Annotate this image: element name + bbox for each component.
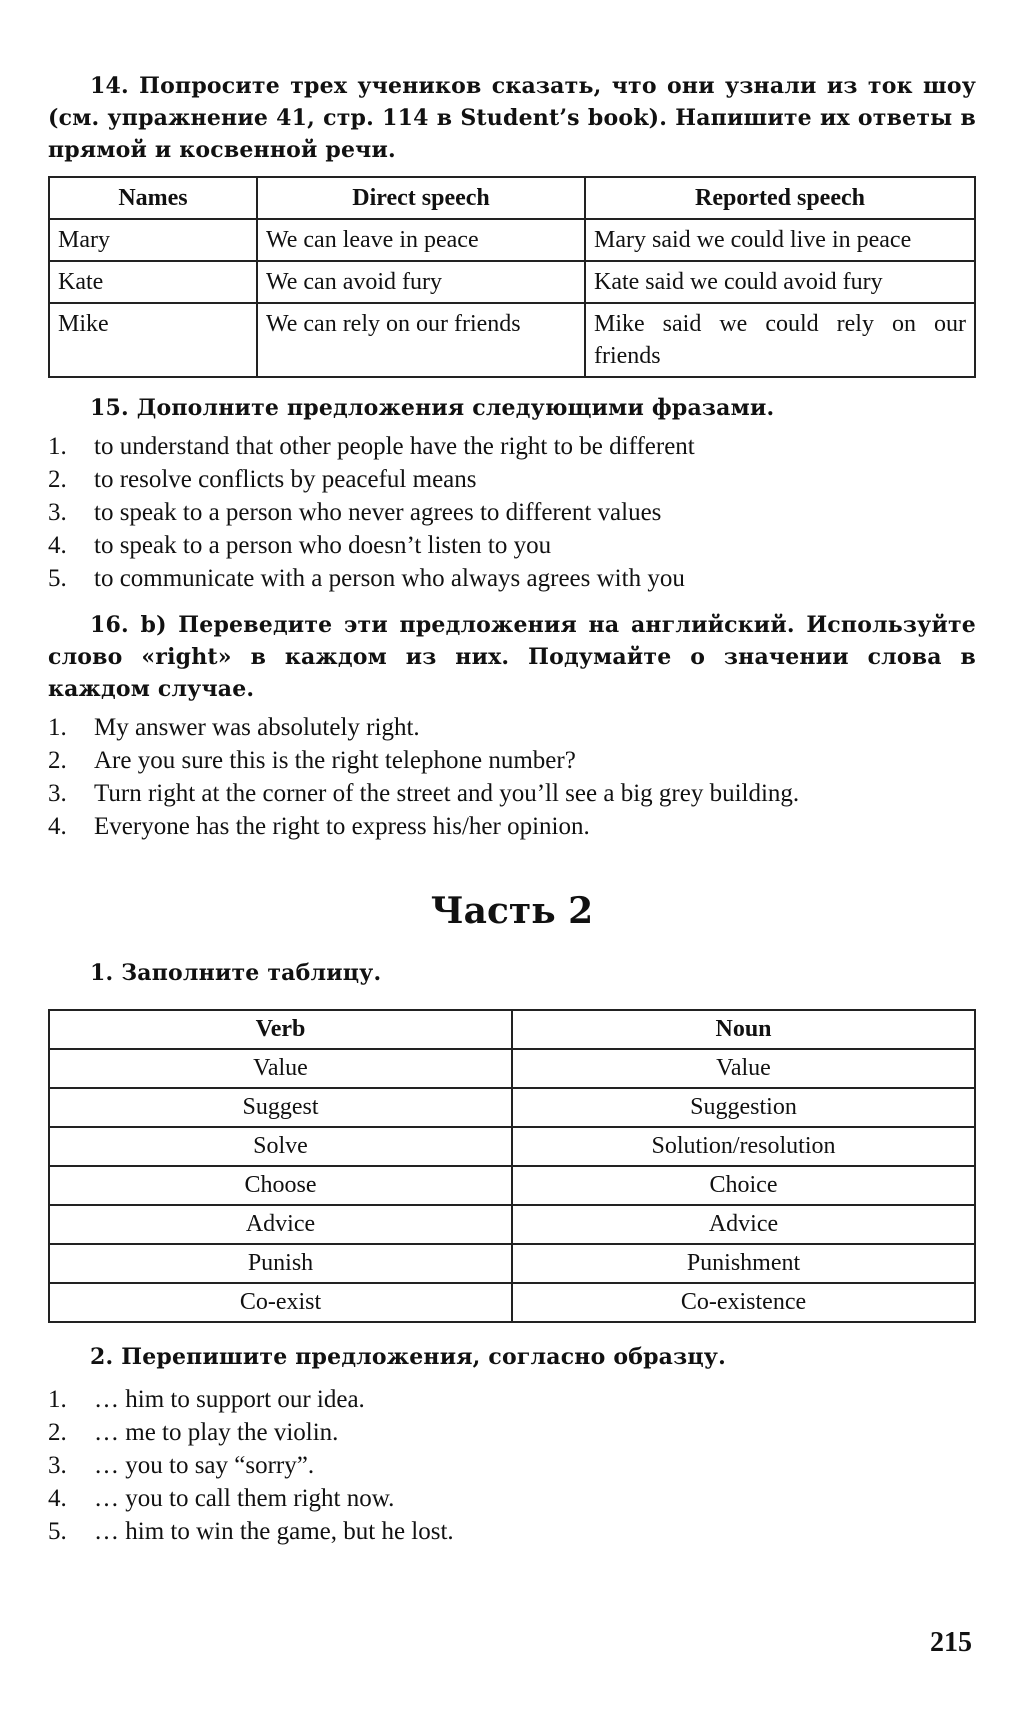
item-number: 3. bbox=[48, 780, 67, 807]
table-row bbox=[49, 1166, 975, 1205]
noun-cell: Value bbox=[512, 1049, 975, 1088]
direct-speech-cell: We can avoid fury bbox=[257, 261, 585, 303]
item-text: Turn right at the corner of the street and you’ll see a big grey building. bbox=[94, 780, 800, 807]
list-item bbox=[48, 1515, 976, 1548]
list-item bbox=[48, 810, 976, 843]
verb-cell: Advice bbox=[49, 1205, 512, 1244]
list-item bbox=[48, 711, 976, 744]
table-row bbox=[49, 219, 975, 261]
part-2-task-2-heading: 2. Перепишите предложения, согласно образцу. bbox=[90, 1344, 726, 1370]
item-number: 5. bbox=[48, 1518, 67, 1545]
part-2-title: Часть 2 bbox=[430, 890, 594, 932]
part-2-task-2-list bbox=[48, 1383, 976, 1548]
item-text: to speak to a person who never agrees to different values bbox=[94, 499, 662, 526]
list-item bbox=[48, 496, 976, 529]
item-number: 2. bbox=[48, 1419, 67, 1446]
item-number: 5. bbox=[48, 565, 67, 592]
noun-cell: Suggestion bbox=[512, 1088, 975, 1127]
item-number: 2. bbox=[48, 466, 67, 493]
textbook-page bbox=[48, 70, 976, 1548]
list-item bbox=[48, 1383, 976, 1416]
verb-cell: Solve bbox=[49, 1127, 512, 1166]
item-text: to understand that other people have the right to be different bbox=[94, 433, 695, 460]
task-14-heading: 14. Попросите трех учеников сказать, что они узнали из ток шоу (см. упражнение 41, стр. 114 в Student’s book). Напишите их ответы в прямой и косвенной речи. bbox=[48, 73, 976, 163]
item-text: … me to play the violin. bbox=[94, 1419, 339, 1446]
noun-cell: Co-existence bbox=[512, 1283, 975, 1322]
page-number: 215 bbox=[930, 1627, 972, 1658]
table-row bbox=[49, 1049, 975, 1088]
item-text: to communicate with a person who always agrees with you bbox=[94, 565, 685, 592]
part-2-task-1-heading: 1. Заполните таблицу. bbox=[90, 960, 382, 986]
item-text: to resolve conflicts by peaceful means bbox=[94, 466, 477, 493]
item-number: 1. bbox=[48, 433, 67, 460]
list-item bbox=[48, 1482, 976, 1515]
list-item bbox=[48, 1449, 976, 1482]
verb-cell: Punish bbox=[49, 1244, 512, 1283]
noun-cell: Choice bbox=[512, 1166, 975, 1205]
table-row bbox=[49, 1088, 975, 1127]
list-item bbox=[48, 1416, 976, 1449]
reported-speech-cell: Mary said we could live in peace bbox=[585, 219, 975, 261]
list-item bbox=[48, 529, 976, 562]
name-cell: Mike bbox=[49, 303, 257, 377]
verb-noun-table bbox=[48, 1009, 976, 1323]
table-row bbox=[49, 261, 975, 303]
item-number: 1. bbox=[48, 714, 67, 741]
column-header-names: Names bbox=[49, 177, 257, 219]
noun-cell: Advice bbox=[512, 1205, 975, 1244]
table-row bbox=[49, 303, 975, 377]
task-15-heading: 15. Дополните предложения следующими фразами. bbox=[90, 395, 775, 421]
item-number: 4. bbox=[48, 813, 67, 840]
column-header-direct-speech: Direct speech bbox=[257, 177, 585, 219]
table-row bbox=[49, 1205, 975, 1244]
direct-speech-cell: We can leave in peace bbox=[257, 219, 585, 261]
item-text: Everyone has the right to express his/her opinion. bbox=[94, 813, 590, 840]
item-number: 4. bbox=[48, 1485, 67, 1512]
table-row bbox=[49, 1244, 975, 1283]
list-item bbox=[48, 562, 976, 595]
verb-cell: Choose bbox=[49, 1166, 512, 1205]
item-number: 1. bbox=[48, 1386, 67, 1413]
item-text: … you to call them right now. bbox=[94, 1485, 395, 1512]
list-item bbox=[48, 430, 976, 463]
item-text: … him to support our idea. bbox=[94, 1386, 365, 1413]
item-text: … him to win the game, but he lost. bbox=[94, 1518, 454, 1545]
table-header-row bbox=[49, 1010, 975, 1049]
name-cell: Kate bbox=[49, 261, 257, 303]
item-text: … you to say “sorry”. bbox=[94, 1452, 315, 1479]
verb-cell: Value bbox=[49, 1049, 512, 1088]
task-16-list bbox=[48, 711, 976, 843]
reported-speech-cell: Mike said we could rely on our friends bbox=[585, 303, 975, 377]
name-cell: Mary bbox=[49, 219, 257, 261]
list-item bbox=[48, 744, 976, 777]
verb-cell: Suggest bbox=[49, 1088, 512, 1127]
item-text: to speak to a person who doesn’t listen to you bbox=[94, 532, 552, 559]
reported-speech-cell: Kate said we could avoid fury bbox=[585, 261, 975, 303]
item-number: 4. bbox=[48, 532, 67, 559]
list-item bbox=[48, 463, 976, 496]
noun-cell: Solution/resolution bbox=[512, 1127, 975, 1166]
column-header-noun: Noun bbox=[512, 1010, 975, 1049]
table-header-row bbox=[49, 177, 975, 219]
direct-speech-cell: We can rely on our friends bbox=[257, 303, 585, 377]
column-header-verb: Verb bbox=[49, 1010, 512, 1049]
item-text: Are you sure this is the right telephone number? bbox=[94, 747, 576, 774]
table-row bbox=[49, 1127, 975, 1166]
item-number: 3. bbox=[48, 1452, 67, 1479]
task-15-list bbox=[48, 430, 976, 595]
item-number: 3. bbox=[48, 499, 67, 526]
verb-cell: Co-exist bbox=[49, 1283, 512, 1322]
noun-cell: Punishment bbox=[512, 1244, 975, 1283]
table-row bbox=[49, 1283, 975, 1322]
item-text: My answer was absolutely right. bbox=[94, 714, 420, 741]
item-number: 2. bbox=[48, 747, 67, 774]
list-item bbox=[48, 777, 976, 810]
column-header-reported-speech: Reported speech bbox=[585, 177, 975, 219]
reported-speech-table bbox=[48, 176, 976, 378]
task-16-heading: 16. b) Переведите эти предложения на английский. Используйте слово «right» в каждом из них. Подумайте о значении слова в каждом случае. bbox=[48, 612, 976, 702]
